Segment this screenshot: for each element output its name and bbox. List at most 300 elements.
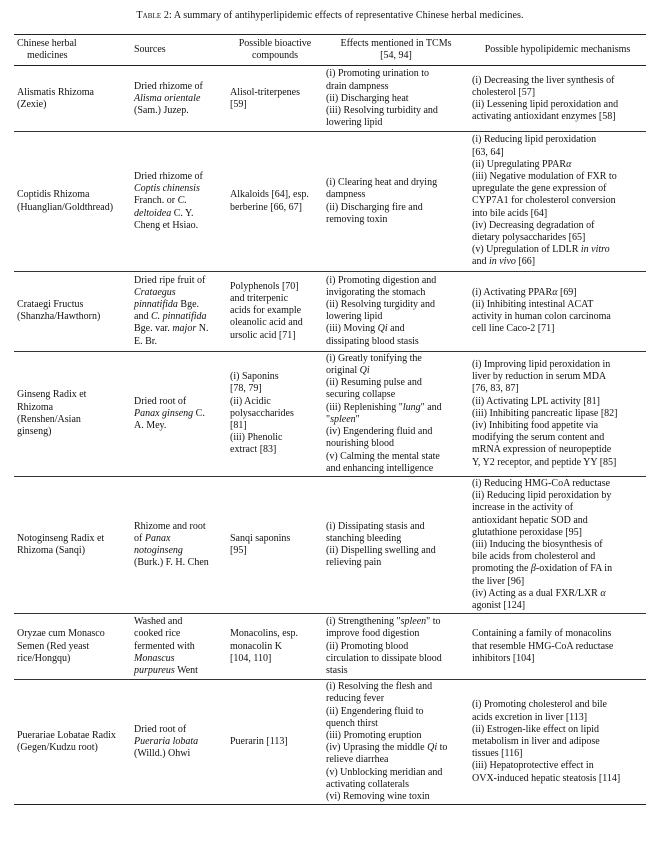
cell-medicine: [14, 614, 131, 680]
mechanisms-line: [472, 628, 643, 640]
text: " to: [426, 616, 441, 628]
mechanisms-line: [472, 208, 643, 220]
mechanisms-line: [472, 551, 643, 563]
text: (iv) Engendering fluid and: [326, 426, 433, 438]
effects-line: [326, 377, 466, 389]
italic-text: α: [566, 158, 572, 170]
effects-line: [326, 545, 466, 557]
text: ursolic acid [71]: [230, 329, 296, 341]
italic-text: spleen: [400, 616, 427, 628]
italic-text: in vivo: [488, 256, 516, 268]
text: circulation to dissipate blood: [326, 652, 442, 664]
text: (i) Reducing HMG-CoA reductase: [472, 477, 611, 489]
cell-medicine: [14, 66, 131, 132]
effects-line: [326, 336, 466, 348]
text: Bge.: [177, 299, 200, 311]
effects-line: [326, 681, 466, 693]
mechanisms-line: [472, 490, 643, 502]
cell-mechanisms: [469, 271, 646, 351]
text: (ii) Inhibiting intestinal ACAT: [472, 299, 594, 311]
text: (ii) Promoting blood: [326, 640, 409, 652]
text: (iii) Promoting eruption: [326, 729, 422, 741]
effects-line: [326, 628, 466, 640]
medicine-line: Semen (Red yeast: [17, 640, 90, 652]
sources-line: [134, 641, 224, 653]
text: Dried root of: [134, 723, 187, 735]
header-compounds-line: Possible bioactive: [238, 38, 312, 49]
header-compounds-line: compounds: [251, 50, 299, 62]
effects-line: [326, 463, 466, 475]
mechanisms-line: [472, 563, 643, 575]
sources-line: [134, 628, 224, 640]
text: (i) Promoting cholesterol and bile: [472, 699, 607, 711]
effects-line: [326, 414, 466, 426]
effects-line: [326, 718, 466, 730]
text: polysaccharides: [230, 407, 294, 419]
text: " and: [420, 401, 442, 413]
compounds-line: [230, 87, 320, 99]
header-effects-line: [54, 94]: [380, 50, 412, 62]
compounds-line: [230, 653, 320, 665]
text: relieve diarrhea: [326, 754, 389, 766]
text: (iv) Decreasing degradation of: [472, 219, 595, 231]
text: activity in human colon carcinoma: [472, 311, 611, 323]
mechanisms-line: [472, 134, 643, 146]
cell-compounds: [227, 132, 323, 271]
mechanisms-line: [472, 359, 643, 371]
text: (Burk.) F. H. Chen: [134, 557, 209, 569]
text: C.: [193, 407, 205, 419]
mechanisms-line: [472, 502, 643, 514]
mechanisms-line: [472, 299, 643, 311]
text: [76, 83, 87]: [472, 383, 519, 395]
sources-line: [134, 171, 224, 183]
medicine-line: Crataegi Fructus: [17, 299, 84, 311]
table-row-alismatis: [14, 66, 646, 132]
text: drain dampness: [326, 80, 389, 92]
italic-text: Crataegus: [134, 286, 176, 298]
text: and triterpenic: [230, 292, 289, 304]
text: stasis: [326, 664, 348, 676]
text: Washed and: [134, 616, 183, 628]
mechanisms-line: [472, 699, 643, 711]
cell-compounds: [227, 680, 323, 805]
medicine-line: Ginseng Radix et: [17, 389, 87, 401]
medicine-line: (Gegen/Kudzu root): [17, 742, 98, 754]
text: Puerarin [113]: [230, 736, 288, 748]
text: acids for example: [230, 305, 302, 317]
effects-line: [326, 353, 466, 365]
text: (i) Dissipating stasis and: [326, 520, 425, 532]
text: (vi) Removing wine toxin: [326, 790, 430, 802]
italic-text: spleen: [330, 413, 356, 425]
sources-line: [134, 323, 224, 335]
italic-text: lung: [402, 401, 421, 413]
text: (iv) Uprasing the middle: [326, 742, 428, 754]
text: (i) Saponins: [230, 371, 279, 383]
text: (iii) Inhibiting pancreatic lipase [82]: [472, 407, 618, 419]
text: [66]: [515, 256, 536, 268]
effects-line: [326, 426, 466, 438]
sources-line: [134, 408, 224, 420]
text: (iv) Acting as a dual FXR/LXR: [472, 587, 601, 599]
table-body: [14, 66, 646, 805]
text: into bile acids [64]: [472, 207, 548, 219]
text: ": [326, 413, 331, 425]
cell-sources: [131, 271, 227, 351]
compounds-line: [230, 641, 320, 653]
mechanisms-line: [472, 641, 643, 653]
mechanisms-line: [472, 220, 643, 232]
medicine-line: Rhizoma (Sanqi): [17, 545, 86, 557]
text: and: [472, 256, 489, 268]
text: quench thirst: [326, 717, 378, 729]
medicine-line: (Huanglian/Goldthread): [17, 201, 114, 213]
text: that resemble HMG-CoA reductase: [472, 640, 614, 652]
mechanisms-line: [472, 408, 643, 420]
text: A. Mey.: [134, 419, 167, 431]
cell-sources: [131, 351, 227, 476]
cell-effects: [323, 476, 469, 613]
text: (iii) Phenolic: [230, 432, 283, 444]
compounds-line: [230, 189, 320, 201]
text: fermented with: [134, 640, 195, 652]
text: (ii) Discharging fire and: [326, 201, 423, 213]
text: Monacolins, esp.: [230, 628, 299, 640]
text: [81]: [230, 419, 247, 431]
header-medicine-line: medicines: [27, 50, 68, 62]
text: modifying the serum content and: [472, 432, 605, 444]
mechanisms-line: [472, 183, 643, 195]
sources-line: [134, 208, 224, 220]
cell-effects: [323, 351, 469, 476]
cell-compounds: [227, 271, 323, 351]
text: [69]: [557, 286, 577, 298]
medicine-line: Coptidis Rhizoma: [17, 189, 90, 201]
text: (iii) Hepatoprotective effect in: [472, 760, 594, 772]
italic-text: purpureus: [134, 664, 175, 676]
text: Sanqi saponins: [230, 532, 291, 544]
mechanisms-line: [472, 244, 643, 256]
italic-text: notoginseng: [134, 545, 183, 557]
text: relieving pain: [326, 557, 382, 569]
text: N.: [196, 323, 209, 335]
text: improve food digestion: [326, 628, 420, 640]
text: antioxidant hepatic SOD and: [472, 514, 588, 526]
text: (i) Improving lipid peroxidation in: [472, 358, 611, 370]
text: (i) Reducing lipid peroxidation: [472, 134, 597, 146]
text: (i) Promoting digestion and: [326, 274, 437, 286]
header-sources-line: Sources: [134, 44, 166, 56]
text: nourishing blood: [326, 438, 395, 450]
text: (iii) Replenishing ": [326, 401, 403, 413]
effects-line: [326, 451, 466, 463]
mechanisms-line: [472, 457, 643, 469]
effects-line: [326, 791, 466, 803]
text: Alisol-triterpenes: [230, 86, 300, 98]
compounds-line: [230, 99, 320, 111]
sources-line: [134, 736, 224, 748]
text: promoting the: [472, 563, 531, 575]
cell-effects: [323, 614, 469, 680]
text: (i) Resolving the flesh and: [326, 681, 433, 693]
cell-mechanisms: [469, 476, 646, 613]
mechanisms-line: [472, 653, 643, 665]
effects-line: [326, 323, 466, 335]
sources-line: [134, 521, 224, 533]
sources-line: [134, 616, 224, 628]
text: (ii) Acidic: [230, 395, 271, 407]
sources-line: [134, 195, 224, 207]
text: Polyphenols [70]: [230, 280, 299, 292]
mechanisms-line: [472, 420, 643, 432]
text: cell line Caco-2 [71]: [472, 323, 555, 335]
sources-line: [134, 183, 224, 195]
text: (ii) Discharging heat: [326, 92, 409, 104]
text: securing collapse: [326, 389, 396, 401]
medicine-line: Notoginseng Radix et: [17, 532, 105, 544]
text: (iii) Resolving turbidity and: [326, 105, 438, 117]
cell-compounds: [227, 614, 323, 680]
effects-line: [326, 81, 466, 93]
text: lowering lipid: [326, 311, 383, 323]
italic-text: α: [552, 286, 558, 298]
sources-line: [134, 93, 224, 105]
sources-line: [134, 557, 224, 569]
medicine-line: Puerariae Lobatae Radix: [17, 729, 116, 741]
italic-text: β: [530, 563, 536, 575]
sources-line: [134, 311, 224, 323]
compounds-line: [230, 545, 320, 557]
table-row-crataegi: [14, 271, 646, 351]
mechanisms-line: [472, 232, 643, 244]
text: ": [355, 413, 360, 425]
text: CYP7A1 for cholesterol conversion: [472, 195, 616, 207]
cell-mechanisms: [469, 680, 646, 805]
italic-text: Panax ginseng: [134, 407, 194, 419]
text: increase in the activity of: [472, 502, 574, 514]
mechanisms-line: [472, 287, 643, 299]
sources-line: [134, 545, 224, 557]
cell-medicine: [14, 680, 131, 805]
mechanisms-line: [472, 588, 643, 600]
cell-compounds: [227, 351, 323, 476]
text: liver by reduction in serum MDA: [472, 371, 607, 383]
text: original: [326, 365, 360, 377]
cell-effects: [323, 132, 469, 271]
mechanisms-line: [472, 371, 643, 383]
cell-sources: [131, 614, 227, 680]
mechanisms-line: [472, 712, 643, 724]
header-effects-line: Effects mentioned in TCMs: [340, 38, 452, 49]
mechanisms-line: [472, 171, 643, 183]
table-row-oryzae: [14, 614, 646, 680]
text: dissipating blood stasis: [326, 335, 419, 347]
effects-line: [326, 105, 466, 117]
cell-medicine: [14, 351, 131, 476]
cell-compounds: [227, 476, 323, 613]
sources-line: [134, 653, 224, 665]
text: [63, 64]: [472, 146, 504, 158]
cell-sources: [131, 66, 227, 132]
cell-effects: [323, 271, 469, 351]
effects-line: [326, 653, 466, 665]
text: (iii) Negative modulation of FXR to: [472, 171, 617, 183]
cell-mechanisms: [469, 351, 646, 476]
mechanisms-line: [472, 111, 643, 123]
text: berberine [66, 67]: [230, 201, 302, 213]
text: oleanolic acid and: [230, 317, 303, 329]
effects-line: [326, 665, 466, 677]
medicine-line: Rhizoma: [17, 401, 54, 413]
text: lowering lipid: [326, 117, 383, 129]
header-compounds: [227, 35, 323, 66]
text: cholesterol [57]: [472, 86, 536, 98]
text: and enhancing intelligence: [326, 462, 434, 474]
effects-line: [326, 177, 466, 189]
effects-line: [326, 117, 466, 129]
text: Went: [174, 664, 198, 676]
text: (i) Strengthening ": [326, 616, 401, 628]
sources-line: [134, 105, 224, 117]
mechanisms-line: [472, 444, 643, 456]
italic-text: Qi: [359, 365, 370, 377]
sources-line: [134, 287, 224, 299]
mechanisms-line: [472, 99, 643, 111]
header-medicine: [14, 35, 131, 66]
cell-mechanisms: [469, 66, 646, 132]
mechanisms-line: [472, 396, 643, 408]
text: Dried rhizome of: [134, 171, 203, 183]
mechanisms-line: [472, 323, 643, 335]
text: and: [134, 311, 151, 323]
text: extract [83]: [230, 444, 277, 456]
effects-line: [326, 189, 466, 201]
mechanisms-line: [472, 515, 643, 527]
sources-line: [134, 724, 224, 736]
mechanisms-line: [472, 256, 643, 268]
text: of: [134, 532, 145, 544]
italic-text: α: [600, 587, 606, 599]
effects-line: [326, 706, 466, 718]
text: Dried ripe fruit of: [134, 274, 206, 286]
effects-line: [326, 742, 466, 754]
text: bile acids from cholesterol and: [472, 551, 596, 563]
medicine-line: Oryzae cum Monasco: [17, 628, 105, 640]
text: dampness: [326, 189, 366, 201]
italic-text: Monascus: [134, 652, 175, 664]
text: [104, 110]: [230, 652, 272, 664]
text: metabolism in liver and adipose: [472, 736, 600, 748]
mechanisms-line: [472, 600, 643, 612]
italic-text: pinnatifida: [134, 299, 178, 311]
sources-line: [134, 299, 224, 311]
text: (v) Unblocking meridian and: [326, 766, 443, 778]
compounds-line: [230, 533, 320, 545]
mechanisms-line: [472, 773, 643, 785]
text: mRNA expression of neuropeptide: [472, 444, 612, 456]
text: (ii) Engendering fluid to: [326, 705, 424, 717]
text: Containing a family of monacolins: [472, 628, 612, 640]
mechanisms-line: [472, 760, 643, 772]
herbal-medicine-table: [14, 34, 646, 805]
cell-medicine: [14, 271, 131, 351]
text: (iii) Moving: [326, 323, 378, 335]
compounds-line: [230, 305, 320, 317]
text: (i) Clearing heat and drying: [326, 177, 438, 189]
mechanisms-line: [472, 159, 643, 171]
mechanisms-line: [472, 736, 643, 748]
text: (iii) Inducing the biosynthesis of: [472, 538, 603, 550]
effects-line: [326, 767, 466, 779]
effects-line: [326, 389, 466, 401]
text: (i) Promoting urination to: [326, 68, 430, 80]
table-row-coptidis: [14, 132, 646, 271]
mechanisms-line: [472, 527, 643, 539]
italic-text: Alisma orientale: [134, 92, 201, 104]
compounds-line: [230, 408, 320, 420]
text: (Sam.) Juzep.: [134, 105, 189, 117]
text: activating antioxidant enzymes [58]: [472, 111, 616, 123]
text: C. Y.: [171, 207, 194, 219]
mechanisms-line: [472, 195, 643, 207]
italic-text: Qi: [377, 323, 388, 335]
effects-line: [326, 779, 466, 791]
text: agonist [124]: [472, 599, 526, 611]
sources-line: [134, 748, 224, 760]
text: Rhizome and root: [134, 520, 206, 532]
text: (ii) Activating LPL activity [81]: [472, 395, 600, 407]
text: (Willd.) Ohwi: [134, 748, 191, 760]
text: inhibitors [104]: [472, 652, 535, 664]
text: cooked rice: [134, 628, 181, 640]
compounds-line: [230, 293, 320, 305]
cell-medicine: [14, 132, 131, 271]
text: monacolin K: [230, 640, 282, 652]
text: Dried rhizome of: [134, 80, 203, 92]
italic-text: major: [172, 323, 197, 335]
sources-line: [134, 336, 224, 348]
compounds-line: [230, 317, 320, 329]
text: Alkaloids [64], esp.: [230, 189, 309, 201]
mechanisms-line: [472, 724, 643, 736]
header-mechanisms: [469, 35, 646, 66]
italic-text: Panax: [144, 532, 171, 544]
text: (ii) Upregulating PPAR: [472, 158, 567, 170]
text: (i) Decreasing the liver synthesis of: [472, 74, 615, 86]
effects-line: [326, 438, 466, 450]
text: tissues [116]: [472, 748, 523, 760]
sources-line: [134, 81, 224, 93]
medicine-line: (Shanzha/Hawthorn): [17, 311, 101, 323]
mechanisms-line: [472, 311, 643, 323]
effects-line: [326, 275, 466, 287]
mechanisms-line: [472, 539, 643, 551]
text: [95]: [230, 545, 247, 557]
text: Y, Y2 receptor, and peptide YY [85]: [472, 456, 617, 468]
text: -oxidation of FA in: [535, 563, 613, 575]
header-sources: [131, 35, 227, 66]
compounds-line: [230, 420, 320, 432]
text: (i) Greatly tonifying the: [326, 352, 422, 364]
text: Bge. var.: [134, 323, 173, 335]
text: Franch. or: [134, 195, 178, 207]
italic-text: C.: [177, 195, 187, 207]
effects-line: [326, 730, 466, 742]
sources-line: [134, 275, 224, 287]
text: OVX-induced hepatic steatosis [114]: [472, 772, 621, 784]
effects-line: [326, 557, 466, 569]
